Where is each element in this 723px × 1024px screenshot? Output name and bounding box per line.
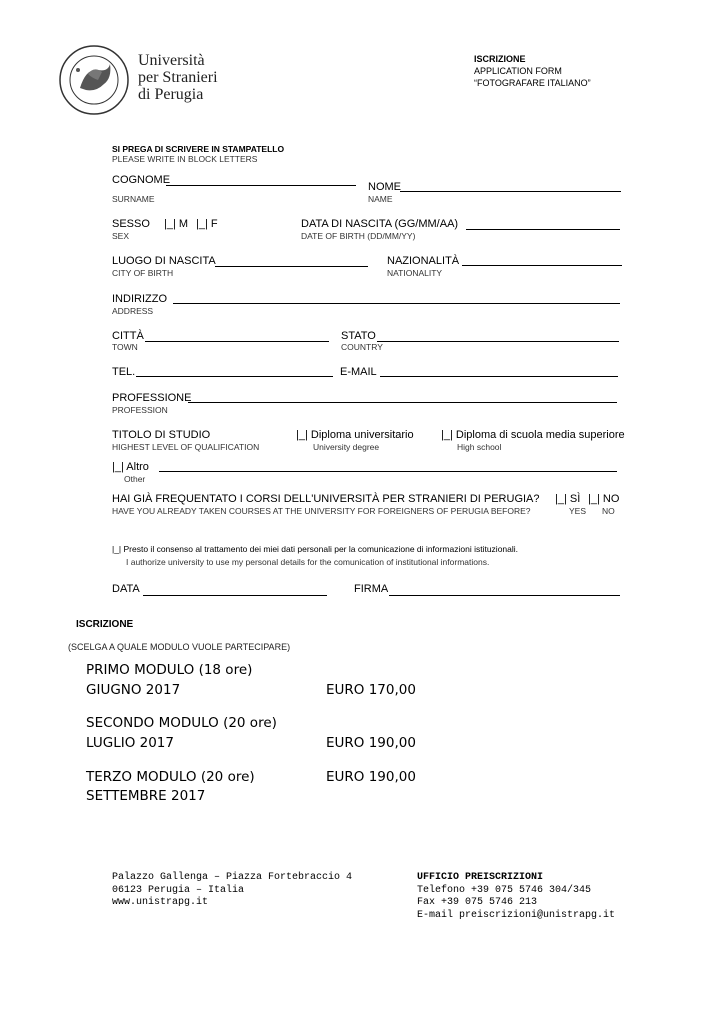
instructions-en: PLEASE WRITE IN BLOCK LETTERS xyxy=(112,154,258,164)
tel-field[interactable] xyxy=(136,376,333,377)
date-field[interactable] xyxy=(143,595,327,596)
module-3-period: SETTEMBRE 2017 xyxy=(86,788,206,804)
university-degree-label-en: University degree xyxy=(313,442,380,452)
footer-phone: Telefono +39 075 5746 304/345 xyxy=(417,884,592,896)
university-name xyxy=(138,52,218,103)
sex-label: SESSO xyxy=(112,218,150,230)
module-2-price: EURO 190,00 xyxy=(326,735,416,751)
nationality-field[interactable] xyxy=(462,265,622,266)
surname-field[interactable] xyxy=(166,185,356,186)
qualification-label-en: HIGHEST LEVEL OF QUALIFICATION xyxy=(112,442,260,452)
email-label: E-MAIL xyxy=(340,366,377,378)
signature-label: FIRMA xyxy=(354,583,389,595)
address-label: INDIRIZZO xyxy=(112,293,167,305)
attended-no-checkbox[interactable]: |_| NO xyxy=(588,493,620,505)
header-title: ISCRIZIONE xyxy=(474,54,526,64)
nationality-label: NAZIONALITÀ xyxy=(387,255,460,267)
university-name-line2: per Stranieri xyxy=(138,69,218,86)
instructions-it: SI PREGA DI SCRIVERE IN STAMPATELLO xyxy=(112,144,285,154)
footer-address-line1: Palazzo Gallenga – Piazza Fortebraccio 4 xyxy=(112,872,353,883)
high-school-label-en: High school xyxy=(457,442,502,452)
header-subtitle: APPLICATION FORM xyxy=(474,66,562,76)
town-label: CITTÀ xyxy=(112,330,144,342)
footer-website-link[interactable]: www.unistrapg.it xyxy=(112,897,209,908)
dob-label-en: DATE OF BIRTH (DD/MM/YY) xyxy=(301,231,416,241)
module-1-period: GIUGNO 2017 xyxy=(86,682,181,698)
other-label-en: Other xyxy=(124,474,146,484)
university-degree-checkbox[interactable]: |_| Diploma universitario xyxy=(296,429,414,441)
module-3-price: EURO 190,00 xyxy=(326,769,416,785)
university-name-line1: Università xyxy=(138,52,205,69)
address-field[interactable] xyxy=(173,303,620,304)
module-1-price: EURO 170,00 xyxy=(326,682,416,698)
university-name-line3: di Perugia xyxy=(138,86,204,103)
attended-question-en: HAVE YOU ALREADY TAKEN COURSES AT THE UNIVERSITY FOR FOREIGNERS OF PERUGIA BEFORE? xyxy=(112,506,531,516)
university-seal-icon xyxy=(58,44,130,116)
date-label: DATA xyxy=(112,583,140,595)
signature-field[interactable] xyxy=(389,595,620,596)
other-checkbox[interactable]: |_| Altro xyxy=(112,461,149,473)
sex-m-checkbox[interactable]: |_| M xyxy=(164,218,189,230)
birthplace-label: LUOGO DI NASCITA xyxy=(112,255,216,267)
attended-yes-checkbox[interactable]: |_| SÌ xyxy=(555,493,581,505)
sex-label-en: SEX xyxy=(112,231,130,241)
surname-label: COGNOME xyxy=(112,174,171,186)
module-3-name[interactable]: TERZO MODULO (20 ore) xyxy=(86,769,255,785)
footer-fax: Fax +39 075 5746 213 xyxy=(417,897,538,908)
qualification-label: TITOLO DI STUDIO xyxy=(112,429,211,441)
country-label-en: COUNTRY xyxy=(341,342,383,352)
nationality-label-en: NATIONALITY xyxy=(387,268,443,278)
high-school-checkbox[interactable]: |_| Diploma di scuola media superiore xyxy=(441,429,625,441)
email-field[interactable] xyxy=(380,376,618,377)
footer-address-line2: 06123 Perugia – Italia xyxy=(112,884,245,896)
registration-note: (SCELGA A QUALE MODULO VUOLE PARTECIPARE) xyxy=(68,642,291,652)
town-label-en: TOWN xyxy=(112,342,138,352)
attended-yes-label-en: YES xyxy=(569,506,587,516)
registration-title: ISCRIZIONE xyxy=(76,619,134,630)
name-label: NOME xyxy=(368,181,401,193)
name-label-en: NAME xyxy=(368,194,393,204)
sex-f-checkbox[interactable]: |_| F xyxy=(196,218,218,230)
tel-label: TEL. xyxy=(112,366,136,378)
surname-label-en: SURNAME xyxy=(112,194,155,204)
country-field[interactable] xyxy=(377,341,619,342)
attended-question: HAI GIÀ FREQUENTATO I CORSI DELL'UNIVERSITÀ PER STRANIERI DI PERUGIA? xyxy=(112,493,540,505)
university-logo xyxy=(58,44,130,116)
module-2-period: LUGLIO 2017 xyxy=(86,735,174,751)
consent-checkbox[interactable]: |_| Presto il consenso al trattamento dei miei dati personali per la comunicazione di informazioni istituzionali. xyxy=(112,544,519,554)
birthplace-label-en: CITY OF BIRTH xyxy=(112,268,174,278)
dob-label: DATA DI NASCITA (GG/MM/AA) xyxy=(301,218,459,230)
country-label: STATO xyxy=(341,330,376,342)
profession-label: PROFESSIONE xyxy=(112,392,192,404)
consent-text-en: I authorize university to use my personal details for the comunication of institutional informations. xyxy=(126,557,490,567)
profession-field[interactable] xyxy=(188,402,617,403)
dob-field[interactable] xyxy=(466,229,620,230)
attended-no-label-en: NO xyxy=(602,506,615,516)
other-field[interactable] xyxy=(159,471,617,472)
module-1-name[interactable]: PRIMO MODULO (18 ore) xyxy=(86,662,253,678)
profession-label-en: PROFESSION xyxy=(112,405,168,415)
footer-email-link[interactable]: E-mail preiscrizioni@unistrapg.it xyxy=(417,909,616,921)
header-course-name: “FOTOGRAFARE ITALIANO” xyxy=(474,78,591,88)
name-field[interactable] xyxy=(400,191,621,192)
town-field[interactable] xyxy=(145,341,329,342)
module-2-name[interactable]: SECONDO MODULO (20 ore) xyxy=(86,715,277,731)
address-label-en: ADDRESS xyxy=(112,306,154,316)
birthplace-field[interactable] xyxy=(215,266,368,267)
footer-office-title: UFFICIO PREISCRIZIONI xyxy=(417,872,544,883)
